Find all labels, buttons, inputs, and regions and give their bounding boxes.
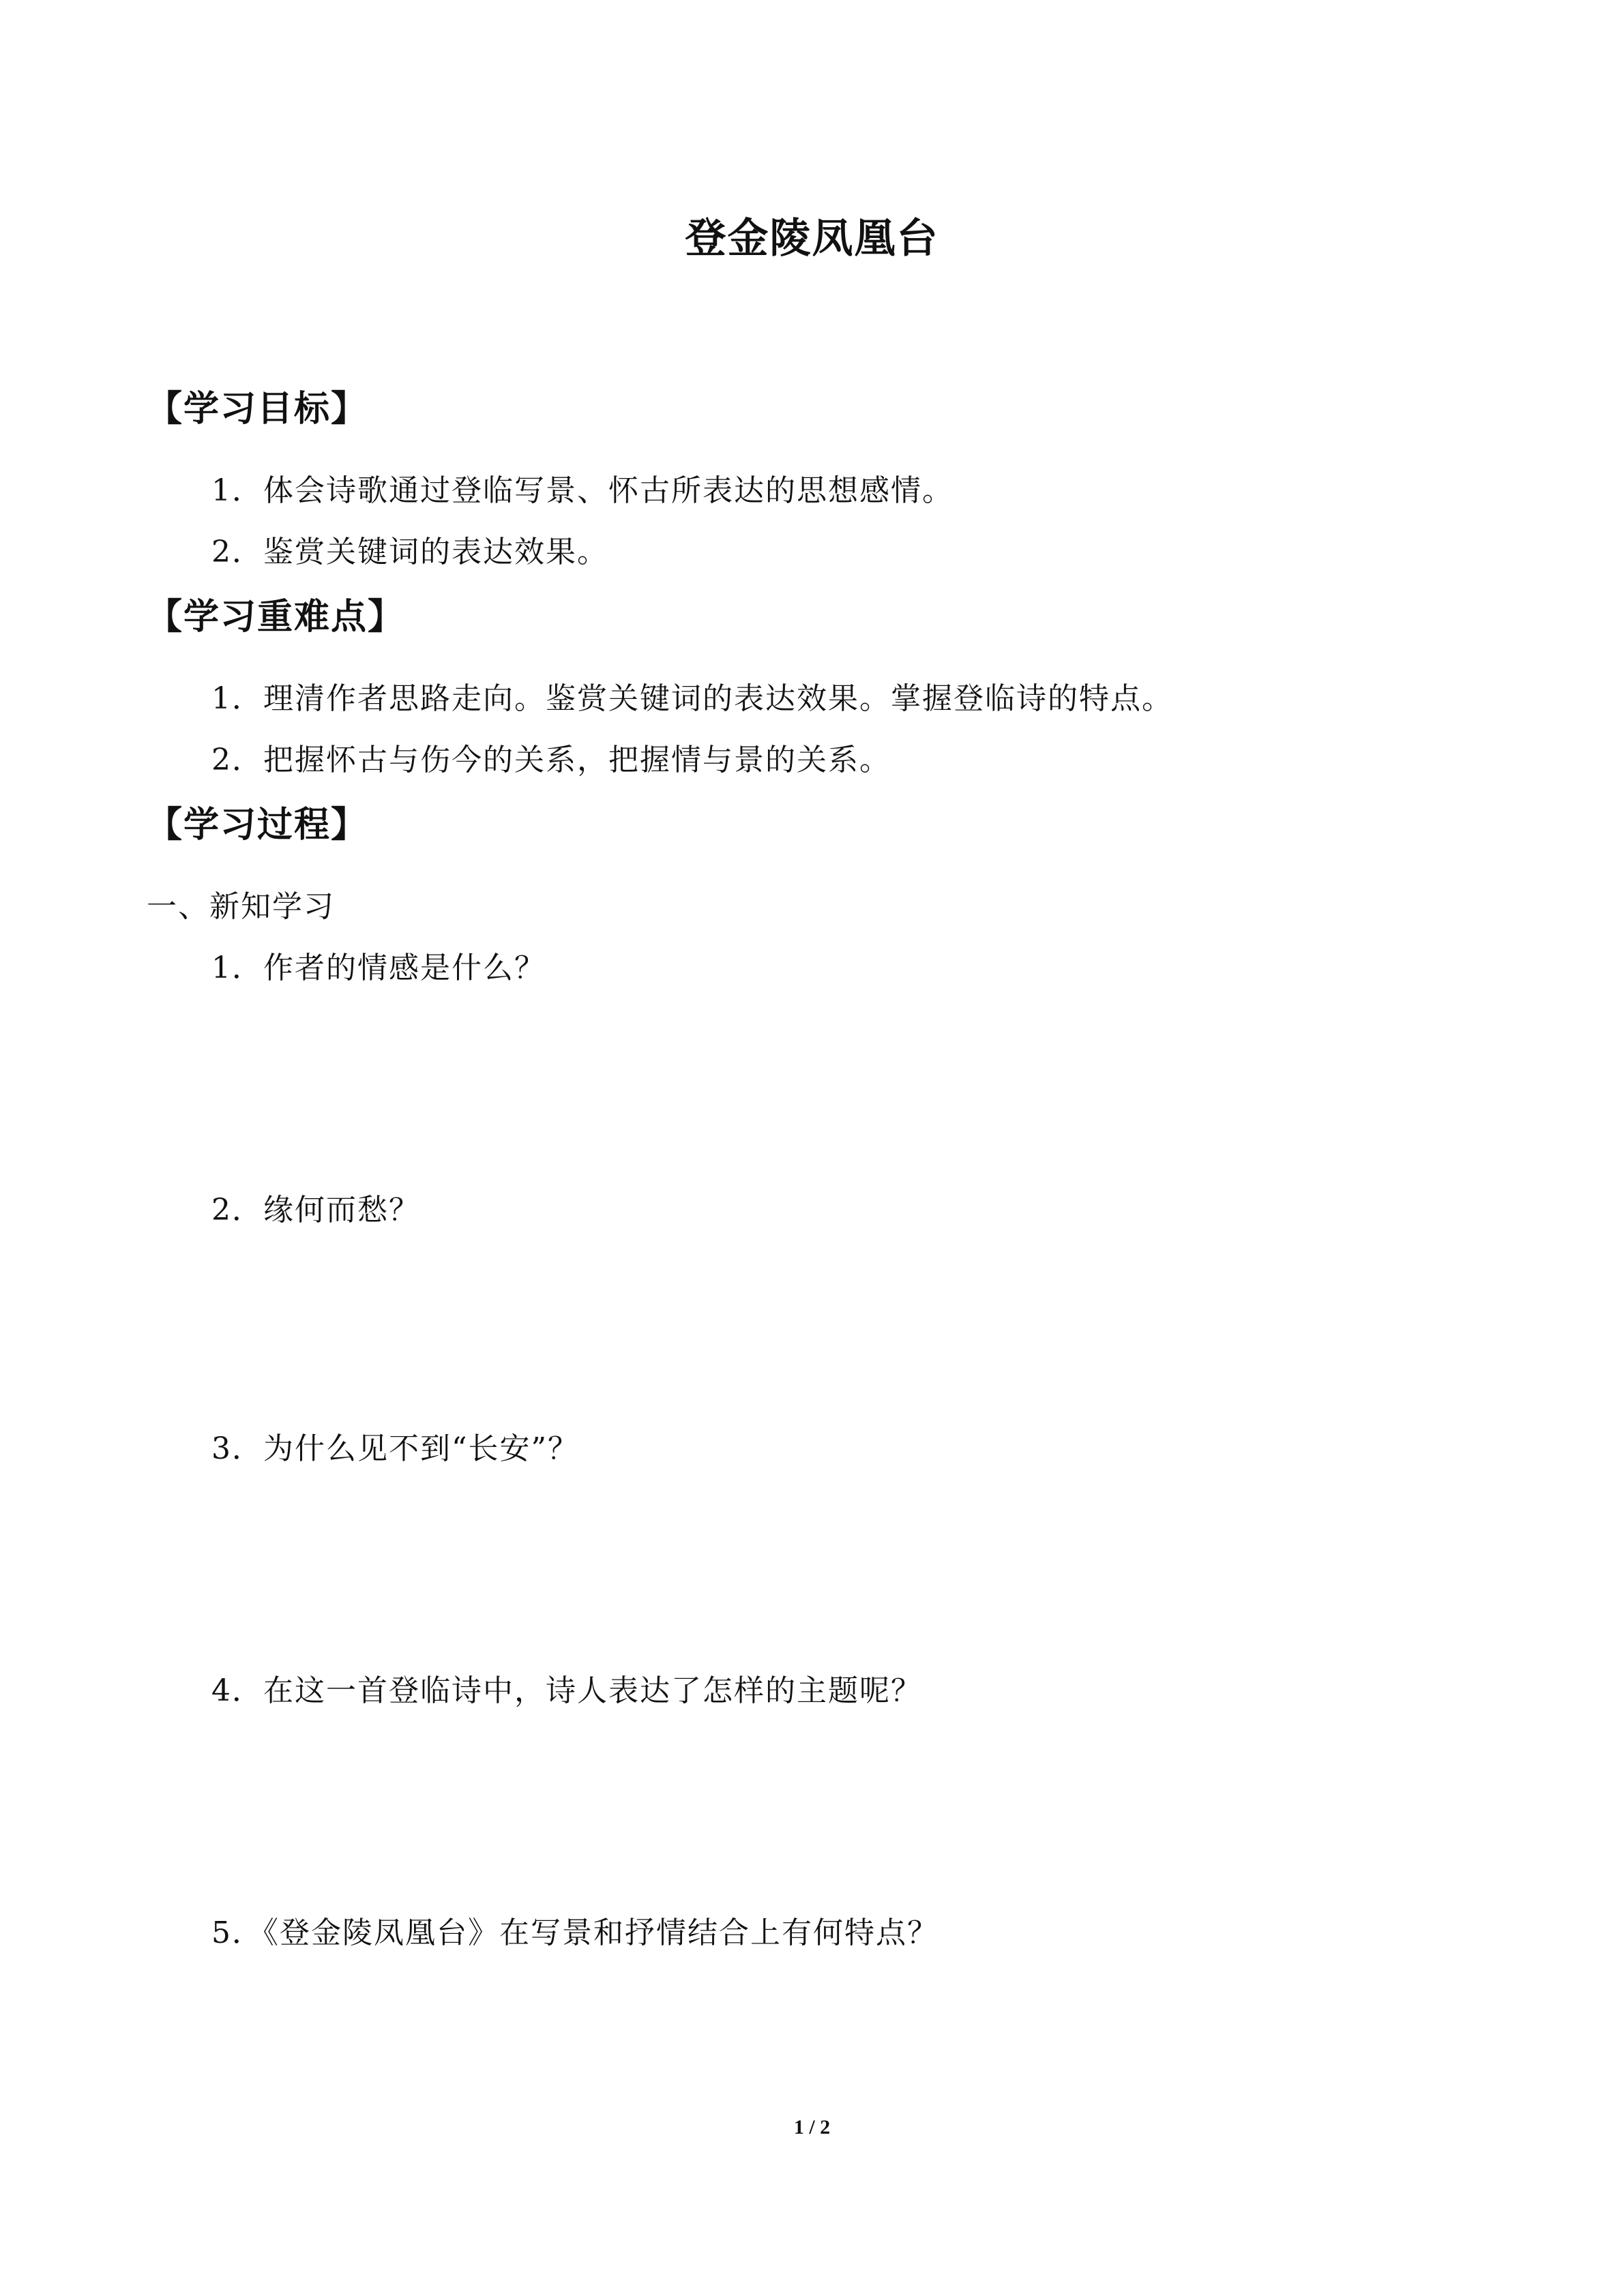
goal-item: 1．体会诗歌通过登临写景、怀古所表达的思想感情。 bbox=[211, 473, 954, 508]
question-item: 5．《登金陵凤凰台》在写景和抒情结合上有何特点？ bbox=[211, 1915, 939, 1950]
key-point-item: 2．把握怀古与伤今的关系，把握情与景的关系。 bbox=[211, 743, 891, 777]
goal-item: 2．鉴赏关键词的表达效果。 bbox=[211, 535, 608, 569]
key-point-item: 1．理清作者思路走向。鉴赏关键词的表达效果。掌握登临诗的特点。 bbox=[211, 681, 1173, 716]
question-item: 3．为什么见不到“长安”？ bbox=[211, 1431, 579, 1466]
page-title: 登金陵凤凰台 bbox=[685, 215, 939, 263]
process-heading: 【学习过程】 bbox=[147, 805, 368, 846]
question-item: 1．作者的情感是什么？ bbox=[211, 951, 546, 985]
section-label: 一、新知学习 bbox=[147, 889, 335, 924]
question-item: 4．在这一首登临诗中，诗人表达了怎样的主题呢？ bbox=[211, 1673, 922, 1708]
key-points-heading: 【学习重难点】 bbox=[147, 597, 405, 638]
question-item: 2．缘何而愁？ bbox=[211, 1193, 420, 1227]
page-number: 1 / 2 bbox=[793, 2116, 831, 2138]
goals-heading: 【学习目标】 bbox=[147, 389, 368, 430]
